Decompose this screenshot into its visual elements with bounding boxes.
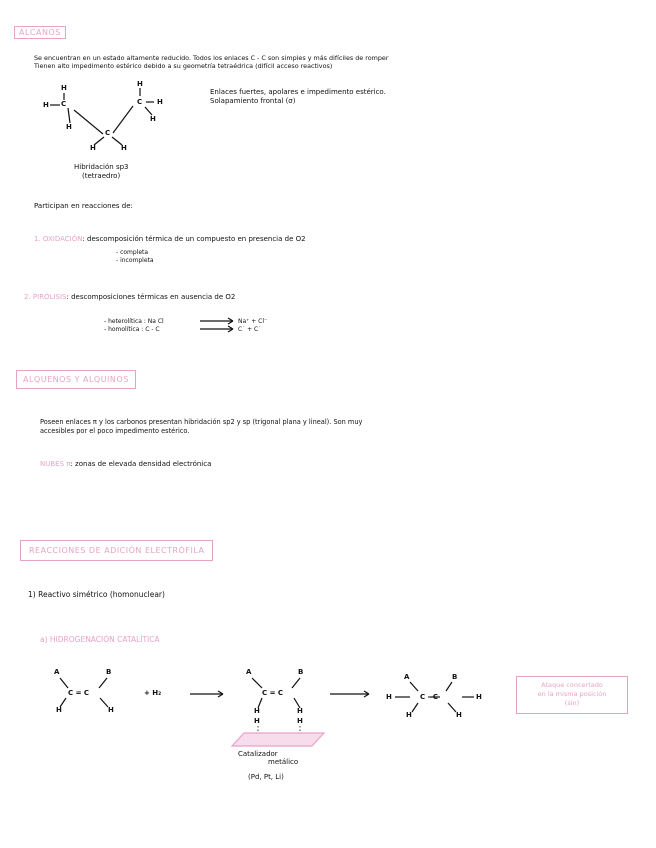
atom-a: A	[54, 668, 60, 676]
atom-b: B	[452, 673, 458, 681]
atom-a: A	[404, 673, 410, 681]
atom-h: H	[121, 144, 127, 152]
h2-reagent: + H₂	[144, 689, 162, 697]
atom-b: B	[106, 668, 112, 676]
atom-c: C	[137, 98, 143, 106]
metales-label: (Pd, Pt, Li)	[248, 773, 284, 781]
pirolisis-heading: 2. PIRÓLISIS	[24, 293, 67, 301]
section-title-alquenos: ALQUENOS Y ALQUINOS	[16, 370, 136, 389]
atom-h: H	[476, 693, 482, 701]
atom-a: A	[246, 668, 252, 676]
section-title-adicion: REACCIONES DE ADICIÓN ELECTRÓFILA	[20, 540, 213, 561]
atom-h: H	[90, 144, 96, 152]
atom-h: H	[150, 115, 156, 123]
double-bond-cc: C = C	[68, 689, 90, 697]
heterolitica-result: Na⁺ + Cl⁻	[238, 318, 268, 325]
alcanos-line-1: Se encuentran en un estado altamente reducido. Todos los enlaces C - C son simples y más difíciles de romper	[34, 54, 389, 62]
catalizador-label: Catalizador	[238, 750, 278, 758]
atom-h: H	[406, 711, 412, 719]
hidrogenacion-heading: a) HIDROGENACIÓN CATALÍTICA	[40, 635, 160, 644]
alquenos-line-1: Poseen enlaces π y los carbonos presentan hibridación sp2 y sp (trigonal plana y lineal). Son muy	[40, 418, 363, 426]
atom-b: B	[298, 668, 304, 676]
homolitica-result: C˙ + C˙	[238, 326, 262, 333]
atom-h: H	[297, 717, 303, 725]
section-title-alcanos: ALCANOS	[14, 26, 66, 39]
alquenos-line-2: accesibles por el poco impedimento estérico.	[40, 427, 190, 435]
atom-h: H	[297, 707, 303, 715]
oxidacion-item-1: - completa	[116, 249, 149, 256]
atom-h: H	[43, 101, 49, 109]
catalizador-sublabel: metálico	[268, 758, 299, 766]
molecule-note-2: Solapamiento frontal (σ)	[210, 97, 296, 105]
atom-h: H	[254, 717, 260, 725]
nubes-heading: NUBES π	[40, 460, 71, 468]
ataque-line-3: (sin)	[564, 699, 580, 707]
oxidacion-heading: 1. OXIDACIÓN	[34, 235, 83, 243]
double-bond-cc: C = C	[262, 689, 284, 697]
atom-h: H	[137, 80, 143, 88]
atom-h: H	[157, 98, 163, 106]
hybridization-sublabel: (tetraedro)	[82, 172, 121, 180]
pirolisis-line	[24, 293, 235, 301]
alcanos-line-2: Tienen alto impedimento estérico debido a su geometría tetraédrica (difícil acceso reactivos)	[34, 62, 333, 70]
participan-text: Participan en reacciones de:	[34, 202, 133, 210]
oxidacion-text: : descomposición térmica de un compuesto en presencia de O2	[82, 235, 306, 243]
ataque-line-2: en la misma posición	[537, 690, 607, 698]
oxidacion-item-2: - incompleta	[116, 257, 154, 264]
atom-h: H	[254, 707, 260, 715]
atom-c: C	[61, 100, 67, 108]
nubes-text: : zonas de elevada densidad electrónica	[70, 460, 212, 468]
molecule-note-1: Enlaces fuertes, apolares e impedimento estérico.	[210, 88, 386, 96]
atom-h: H	[108, 706, 114, 714]
atom-h: H	[61, 84, 67, 92]
ataque-concertado-box	[516, 676, 628, 714]
atom-c: C	[105, 129, 111, 137]
atom-h: H	[56, 706, 62, 714]
pirolisis-text: : descomposiciones térmicas en ausencia de O2	[66, 293, 236, 301]
heterolitica-text: - heterolítica : Na Cl	[104, 318, 164, 325]
ataque-line-1: Ataque concertado	[541, 681, 603, 689]
reactivo-simetrico: 1) Reactivo simétrico (homonuclear)	[28, 590, 165, 599]
atom-h: H	[66, 123, 72, 131]
atom-h: H	[456, 711, 462, 719]
single-bond-cc: C - C	[420, 693, 439, 701]
hybridization-label: Hibridación sp3	[74, 163, 129, 171]
atom-h: H	[386, 693, 392, 701]
homolitica-text: - homolítica : C - C	[104, 326, 160, 333]
nubes-line	[40, 460, 211, 468]
oxidacion-line	[34, 235, 306, 243]
